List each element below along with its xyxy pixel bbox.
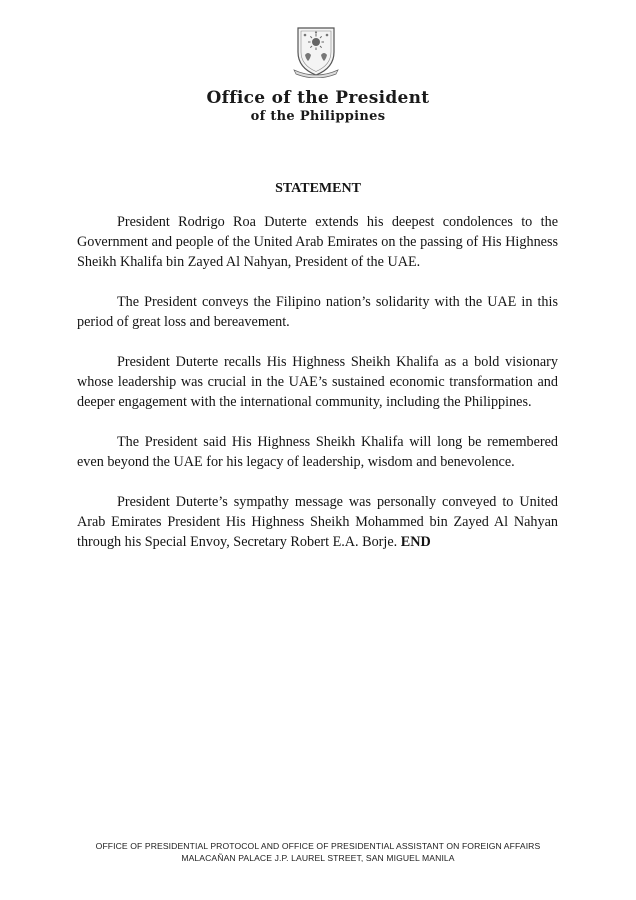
paragraph-solidarity: The President conveys the Filipino nation’s solidarity with the UAE in this period of great loss and bereavement.: [77, 294, 558, 330]
office-title: Office of the President: [206, 88, 430, 108]
presidential-seal-icon: [292, 22, 340, 78]
footer: [0, 840, 636, 864]
paragraph-envoy-text: President Duterte’s sympathy message was personally conveyed to United Arab Emirates President His Highness Sheikh Mohammed bin Zayed Al Nahyan through his Special Envoy, Secretary Robert E.A. Borje.: [77, 494, 558, 550]
paragraph-legacy: The President said His Highness Sheikh Khalifa will long be remembered even beyond the UAE for his legacy of leadership, wisdom and benevolence.: [77, 434, 558, 470]
end-mark: END: [400, 534, 431, 550]
paragraph-envoy: [77, 492, 558, 552]
paragraph-condolences: President Rodrigo Roa Duterte extends his deepest condolences to the Government and people of the United Arab Emirates on the passing of His Highness Sheikh Khalifa bin Zayed Al Nahyan, President of the UAE.: [77, 214, 558, 270]
paragraph-visionary: President Duterte recalls His Highness Sheikh Khalifa as a bold visionary whose leadership was crucial in the UAE’s sustained economic transformation and deeper engagement with the international community, including the Philippines.: [77, 354, 558, 410]
footer-address-line: MALACAÑAN PALACE J.P. LAUREL STREET, SAN MIGUEL MANILA: [181, 853, 455, 863]
footer-office-line: OFFICE OF PRESIDENTIAL PROTOCOL AND OFFICE OF PRESIDENTIAL ASSISTANT ON FOREIGN AFFAIRS: [95, 841, 541, 851]
statement-heading: STATEMENT: [275, 181, 361, 196]
statement-body: [77, 212, 558, 572]
office-subtitle: of the Philippines: [250, 109, 386, 124]
